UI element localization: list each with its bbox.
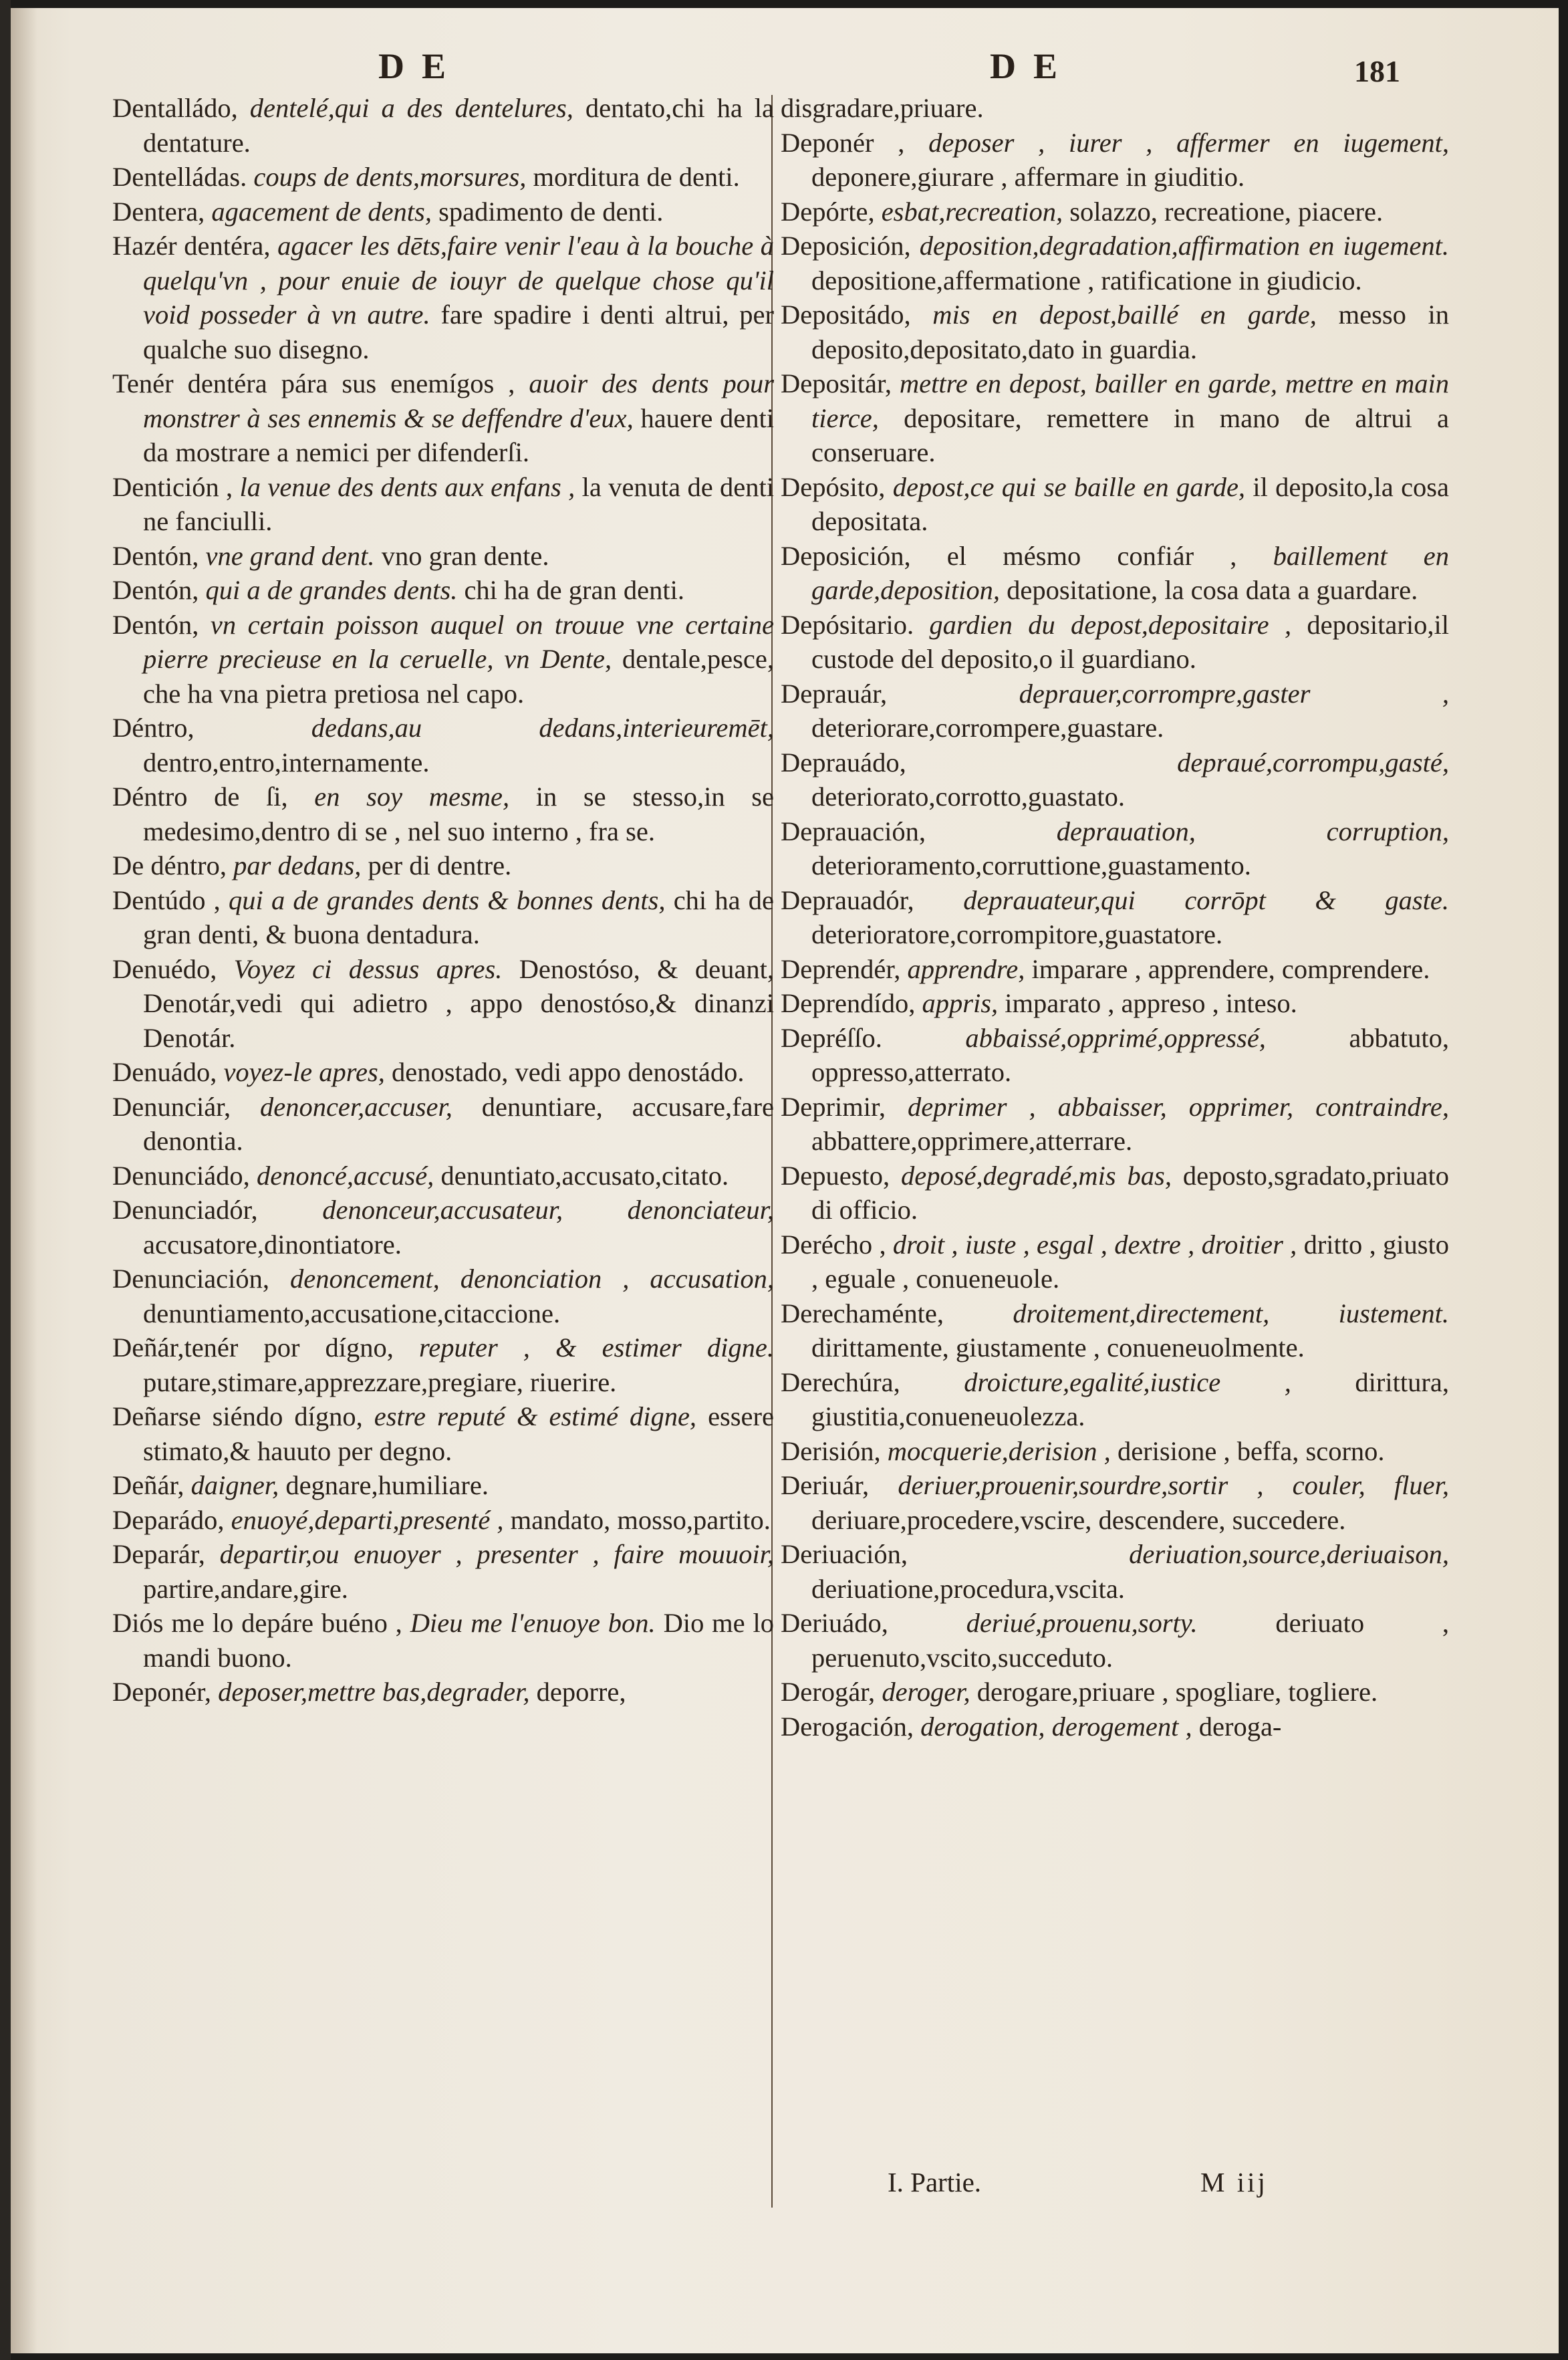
french-gloss: gardien du depost,depositaire ,	[929, 609, 1292, 640]
italian-gloss: morditura de denti.	[533, 162, 740, 192]
french-gloss: par dedans,	[233, 850, 362, 880]
italian-gloss: mandato, mosso,partito.	[510, 1504, 771, 1535]
french-gloss: dentelé,qui a des dentelures,	[249, 93, 573, 123]
headword: Deriuación,	[781, 1539, 908, 1569]
headword: Depositádo,	[781, 300, 911, 330]
dictionary-entry	[781, 91, 1449, 126]
headword: Deriuár,	[781, 1470, 870, 1500]
italian-gloss: solazzo, recreatione, piacere.	[1069, 196, 1384, 227]
headword: Denunciár,	[112, 1091, 231, 1122]
headword: Hazér dentéra,	[112, 231, 271, 261]
french-gloss: agacer les dēts,faire venir l'eau à la bouche à quelqu'vn , pour enuie de iouyr de quelque chose qu'il void posseder à vn autre.	[143, 231, 774, 330]
french-gloss: apprendre,	[907, 953, 1025, 984]
signature-mark: M iij	[1200, 2167, 1268, 2198]
dictionary-entry	[781, 1709, 1449, 1744]
italian-gloss: partire,andare,gire.	[143, 1573, 348, 1604]
dictionary-entry	[112, 160, 774, 195]
dictionary-entry	[781, 883, 1449, 952]
italian-gloss: dritto , giusto , eguale , conueneuole.	[811, 1229, 1450, 1294]
italian-gloss: depositatione, la cosa data a guardare.	[1007, 575, 1418, 605]
french-gloss: mis en depost,baillé en garde,	[932, 300, 1317, 330]
dictionary-entry	[781, 1021, 1449, 1090]
dictionary-entry	[112, 229, 774, 366]
dictionary-entry	[112, 539, 774, 574]
french-gloss: Voyez ci dessus apres.	[233, 953, 503, 984]
italian-gloss: il deposito,la cosa depositata.	[811, 471, 1450, 536]
french-gloss: droit , iuste , esgal , dextre , droitier ,	[892, 1229, 1297, 1260]
italian-gloss: chi ha de gran denti.	[464, 575, 684, 605]
french-gloss: esbat,recreation,	[881, 196, 1063, 227]
french-gloss: deposer,mettre bas,degrader,	[218, 1677, 530, 1707]
headword: Derisión,	[781, 1435, 881, 1466]
dictionary-entry	[781, 677, 1449, 745]
italian-gloss: vno gran dente.	[381, 540, 549, 571]
dictionary-entry	[112, 470, 774, 539]
dictionary-entry	[781, 608, 1449, 677]
headword: Deriuádo,	[781, 1608, 888, 1638]
french-gloss: mettre en depost, bailler en garde, mettre en main tierce,	[811, 368, 1450, 433]
dictionary-entry	[781, 1159, 1449, 1227]
headword: Deprauádo,	[781, 747, 906, 778]
italian-gloss: derogare,priuare , spogliare, togliere.	[976, 1677, 1378, 1707]
italian-gloss: spadimento de denti.	[438, 196, 664, 227]
headword: Deposición, el mésmo confiár ,	[781, 540, 1237, 571]
french-gloss: denoncé,accusé,	[256, 1160, 434, 1191]
french-gloss: departir,ou enuoyer , presenter , faire mouuoir,	[219, 1539, 775, 1569]
headword: Diós me lo depáre buéno ,	[112, 1608, 402, 1638]
dictionary-entry	[781, 1090, 1449, 1159]
dictionary-entry	[781, 952, 1449, 987]
headword: Depósito,	[781, 471, 886, 502]
french-gloss: dedans,au dedans,interieuremēt,	[311, 713, 774, 743]
dictionary-entry	[112, 195, 774, 229]
dictionary-entry	[112, 883, 774, 952]
dictionary-entry	[781, 195, 1449, 229]
french-gloss: deposition,degradation,affirmation en iugement.	[919, 231, 1450, 261]
dictionary-entry	[112, 1193, 774, 1262]
dictionary-entry	[112, 1090, 774, 1159]
headword: Deparár,	[112, 1539, 205, 1569]
french-gloss: baillement en garde,deposition,	[811, 540, 1449, 605]
dictionary-entry	[781, 229, 1449, 298]
dictionary-entry	[112, 1330, 774, 1399]
headword: Denunciádo,	[112, 1160, 250, 1191]
italian-gloss: Dio me lo mandi buono.	[143, 1608, 775, 1673]
headword: Deprimir,	[781, 1091, 886, 1122]
italian-gloss: deroga-	[1198, 1711, 1282, 1742]
dictionary-entry	[781, 1365, 1449, 1434]
italian-gloss: abbatuto, oppresso,atterrato.	[811, 1022, 1450, 1087]
headword: Dentalládo,	[112, 93, 238, 123]
dictionary-entry	[112, 848, 774, 883]
running-head-right: DE	[990, 46, 1075, 86]
french-gloss: agacement de dents,	[211, 196, 432, 227]
italian-gloss: denuntiamento,accusatione,citaccione.	[143, 1298, 561, 1328]
french-gloss: enuoyé,departi,presenté ,	[231, 1504, 504, 1535]
headword: Deprauadór,	[781, 884, 914, 915]
headword: Depositár,	[781, 368, 892, 398]
italian-gloss: deposto,sgradato,priuato di officio.	[811, 1160, 1450, 1225]
italian-gloss: deterioramento,corruttione,guastamento.	[811, 850, 1251, 880]
french-gloss: droitement,directement, iustement.	[1013, 1298, 1449, 1328]
italian-gloss: deterioratore,corrompitore,guastatore.	[811, 919, 1223, 949]
french-gloss: deprauateur,qui corrōpt & gaste.	[963, 884, 1449, 915]
dictionary-entry	[112, 780, 774, 848]
headword: Denuádo,	[112, 1057, 217, 1087]
page-number: 181	[1354, 54, 1400, 88]
dictionary-entry	[112, 952, 774, 1056]
french-gloss: droicture,egalité,iustice ,	[964, 1367, 1291, 1397]
italian-gloss: fare spadire i denti altrui, per qualche suo disegno.	[143, 300, 774, 364]
dictionary-entry	[781, 539, 1449, 608]
dictionary-entry	[112, 711, 774, 780]
dictionary-entry	[781, 745, 1449, 814]
italian-gloss: imparare , apprendere, comprendere.	[1031, 953, 1430, 984]
italian-gloss: chi ha de gran denti, & buona dentadura.	[143, 884, 775, 949]
french-gloss: daigner,	[190, 1470, 279, 1500]
french-gloss: depost,ce qui se baille en garde,	[892, 471, 1246, 502]
headword: Dentelládas.	[112, 162, 247, 192]
dictionary-entry	[781, 814, 1449, 883]
headword: Depréſſo.	[781, 1022, 882, 1053]
french-gloss: deposé,degradé,mis bas,	[900, 1160, 1172, 1191]
headword: Depórte,	[781, 196, 875, 227]
headword: Tenér dentéra pára sus enemígos ,	[112, 368, 515, 398]
italian-gloss: denuntiare, accusare,fare denontia.	[143, 1091, 774, 1156]
french-gloss: derogation, derogement ,	[920, 1711, 1192, 1742]
dictionary-entry	[112, 608, 774, 711]
headword: Deponér ,	[781, 127, 905, 158]
italian-gloss: depositario,il custode del deposito,o il guardiano.	[811, 609, 1450, 674]
dictionary-entry	[112, 573, 774, 608]
headword: Dentón,	[112, 540, 199, 571]
italian-gloss: dentato,chi ha la dentature.	[143, 93, 775, 158]
italian-gloss: derisione , beffa, scorno.	[1117, 1435, 1385, 1466]
headword: Deponér,	[112, 1677, 211, 1707]
left-column	[112, 91, 774, 1709]
headword: Derechaménte,	[781, 1298, 944, 1328]
headword: Depuesto,	[781, 1160, 890, 1191]
french-gloss: denoncer,accuser,	[259, 1091, 452, 1122]
right-column	[781, 91, 1449, 1744]
headword: Derécho ,	[781, 1229, 886, 1260]
italian-gloss: essere stimato,& hauuto per degno.	[143, 1401, 774, 1466]
italian-gloss: la venuta de denti ne fanciulli.	[143, 471, 775, 536]
italian-gloss: dirittura, giustitia,conueneuolezza.	[811, 1367, 1450, 1431]
italian-gloss: disgradare,priuare.	[781, 93, 984, 123]
italian-gloss: deriuatione,procedura,vscita.	[811, 1573, 1125, 1604]
dictionary-entry	[112, 1159, 774, 1193]
french-gloss: denonceur,accusateur, denonciateur,	[322, 1195, 774, 1225]
french-gloss: auoir des dents pour monstrer à ses ennemis & se deffendre d'eux,	[143, 368, 775, 433]
headword: Déntro,	[112, 713, 194, 743]
page-gutter	[0, 0, 11, 2360]
running-head-left: DE	[378, 46, 464, 86]
headword: Deprendér,	[781, 953, 901, 984]
french-gloss: estre reputé & estimé digne,	[374, 1401, 697, 1431]
headword: Derogár,	[781, 1677, 876, 1707]
headword: Denunciadór,	[112, 1195, 258, 1225]
headword: Deñarse siéndo dígno,	[112, 1401, 363, 1431]
dictionary-entry	[112, 1537, 774, 1606]
french-gloss: depraué,corrompu,gasté,	[1177, 747, 1449, 778]
headword: Dentón,	[112, 575, 199, 605]
dictionary-entry	[781, 126, 1449, 195]
french-gloss: qui a de grandes dents.	[205, 575, 458, 605]
headword: Dentúdo ,	[112, 884, 221, 915]
french-gloss: deriuation,source,deriuaison,	[1129, 1539, 1449, 1569]
italian-gloss: deriuato , peruenuto,vscito,succeduto.	[811, 1608, 1449, 1673]
french-gloss: deposer , iurer , affermer en iugement,	[928, 127, 1450, 158]
italian-gloss: depositione,affermatione , ratificatione in giudicio.	[811, 265, 1362, 296]
dictionary-entry	[112, 1503, 774, 1538]
french-gloss: denoncement, denonciation , accusation,	[290, 1264, 774, 1294]
dictionary-page	[11, 8, 1559, 2353]
headword: Denunciación,	[112, 1264, 270, 1294]
italian-gloss: in se stesso,in se medesimo,dentro di se , nel suo interno , fra se.	[143, 782, 774, 846]
dictionary-entry	[112, 1675, 774, 1709]
italian-gloss: imparato , appreso , inteso.	[1005, 988, 1297, 1018]
french-gloss: coups de dents,morsures,	[253, 162, 527, 192]
italian-gloss: denuntiato,accusato,citato.	[440, 1160, 729, 1191]
italian-gloss: deteriorare,corrompere,guastare.	[811, 713, 1164, 743]
dictionary-entry	[781, 1296, 1449, 1365]
headword: Deprauár,	[781, 678, 888, 709]
headword: Dentera,	[112, 196, 205, 227]
dictionary-entry	[112, 1468, 774, 1503]
dictionary-entry	[781, 1537, 1449, 1606]
headword: Denuédo,	[112, 953, 217, 984]
italian-gloss: deponere,giurare , affermare in giuditio.	[811, 162, 1245, 192]
french-gloss: deprauer,corrompre,gaster ,	[1019, 678, 1449, 709]
french-gloss: voyez-le apres,	[223, 1057, 385, 1087]
footer-part: I. Partie.	[888, 2167, 982, 2198]
italian-gloss: per di dentre.	[368, 850, 512, 880]
italian-gloss: messo in deposito,depositato,dato in guardia.	[811, 300, 1450, 364]
french-gloss: vne grand dent.	[205, 540, 375, 571]
french-gloss: deriué,prouenu,sorty.	[966, 1608, 1198, 1638]
french-gloss: en soy mesme,	[314, 782, 510, 812]
dictionary-entry	[112, 366, 774, 470]
headword: Depósitario.	[781, 609, 914, 640]
headword: Derogación,	[781, 1711, 914, 1742]
headword: Deprauación,	[781, 816, 926, 846]
headword: Deñár,tenér por dígno,	[112, 1332, 394, 1363]
french-gloss: deriuer,prouenir,sourdre,sortir , couler, fluer,	[898, 1470, 1450, 1500]
dictionary-entry	[781, 1468, 1449, 1537]
dictionary-entry	[781, 470, 1449, 539]
dictionary-entry	[112, 1606, 774, 1675]
italian-gloss: hauere denti da mostrare a nemici per difenderſi.	[143, 402, 774, 467]
french-gloss: deroger,	[882, 1677, 970, 1707]
headword: Deñár,	[112, 1470, 184, 1500]
french-gloss: qui a de grandes dents & bonnes dents,	[229, 884, 666, 915]
italian-gloss: dentale,pesce, che ha vna pietra pretiosa nel capo.	[143, 644, 774, 709]
headword: Derechúra,	[781, 1367, 900, 1397]
italian-gloss: Denostóso, & deuant, Denotár,vedi qui adietro , appo denostóso,& dinanzi Denotár.	[143, 953, 774, 1053]
italian-gloss: putare,stimare,apprezzare,pregiare, riuerire.	[143, 1367, 617, 1397]
headword: Dentición ,	[112, 471, 233, 502]
dictionary-entry	[781, 986, 1449, 1021]
french-gloss: Dieu me l'enuoye bon.	[410, 1608, 656, 1638]
dictionary-entry	[781, 298, 1449, 366]
dictionary-entry	[112, 91, 774, 160]
italian-gloss: depositare, remettere in mano de altrui a conseruare.	[811, 402, 1450, 467]
dictionary-entry	[781, 1606, 1449, 1675]
headword: Deprendído,	[781, 988, 916, 1018]
french-gloss: reputer , & estimer digne.	[419, 1332, 775, 1363]
headword: Déntro de ſi,	[112, 782, 288, 812]
headword: Deposición,	[781, 231, 911, 261]
french-gloss: mocquerie,derision ,	[887, 1435, 1111, 1466]
headword: Dentón,	[112, 609, 199, 640]
italian-gloss: abbattere,opprimere,atterrare.	[811, 1126, 1133, 1156]
italian-gloss: deteriorato,corrotto,guastato.	[811, 782, 1125, 812]
italian-gloss: deriuare,procedere,vscire, descendere, succedere.	[811, 1504, 1346, 1535]
french-gloss: appris,	[922, 988, 999, 1018]
dictionary-entry	[112, 1262, 774, 1330]
french-gloss: vn certain poisson auquel on trouue vne certaine pierre precieuse en la ceruelle, vn Dente,	[143, 609, 775, 674]
italian-gloss: denostado, vedi appo denostádo.	[391, 1057, 745, 1087]
dictionary-entry	[781, 366, 1449, 470]
dictionary-entry	[781, 1227, 1449, 1296]
italian-gloss: dirittamente, giustamente , conueneuolmente.	[811, 1332, 1305, 1363]
italian-gloss: dentro,entro,internamente.	[143, 747, 430, 778]
italian-gloss: accusatore,dinontiatore.	[143, 1229, 402, 1260]
dictionary-entry	[112, 1055, 774, 1090]
dictionary-entry	[781, 1675, 1449, 1709]
french-gloss: deprauation, corruption,	[1056, 816, 1450, 846]
headword: Deparádo,	[112, 1504, 225, 1535]
dictionary-entry	[112, 1399, 774, 1468]
french-gloss: la venue des dents aux enfans ,	[239, 471, 575, 502]
italian-gloss: deporre,	[536, 1677, 626, 1707]
french-gloss: deprimer , abbaisser, opprimer, contraindre,	[907, 1091, 1450, 1122]
dictionary-entry	[781, 1434, 1449, 1469]
french-gloss: abbaissé,opprimé,oppressé,	[965, 1022, 1266, 1053]
italian-gloss: degnare,humiliare.	[285, 1470, 489, 1500]
headword: De déntro,	[112, 850, 227, 880]
